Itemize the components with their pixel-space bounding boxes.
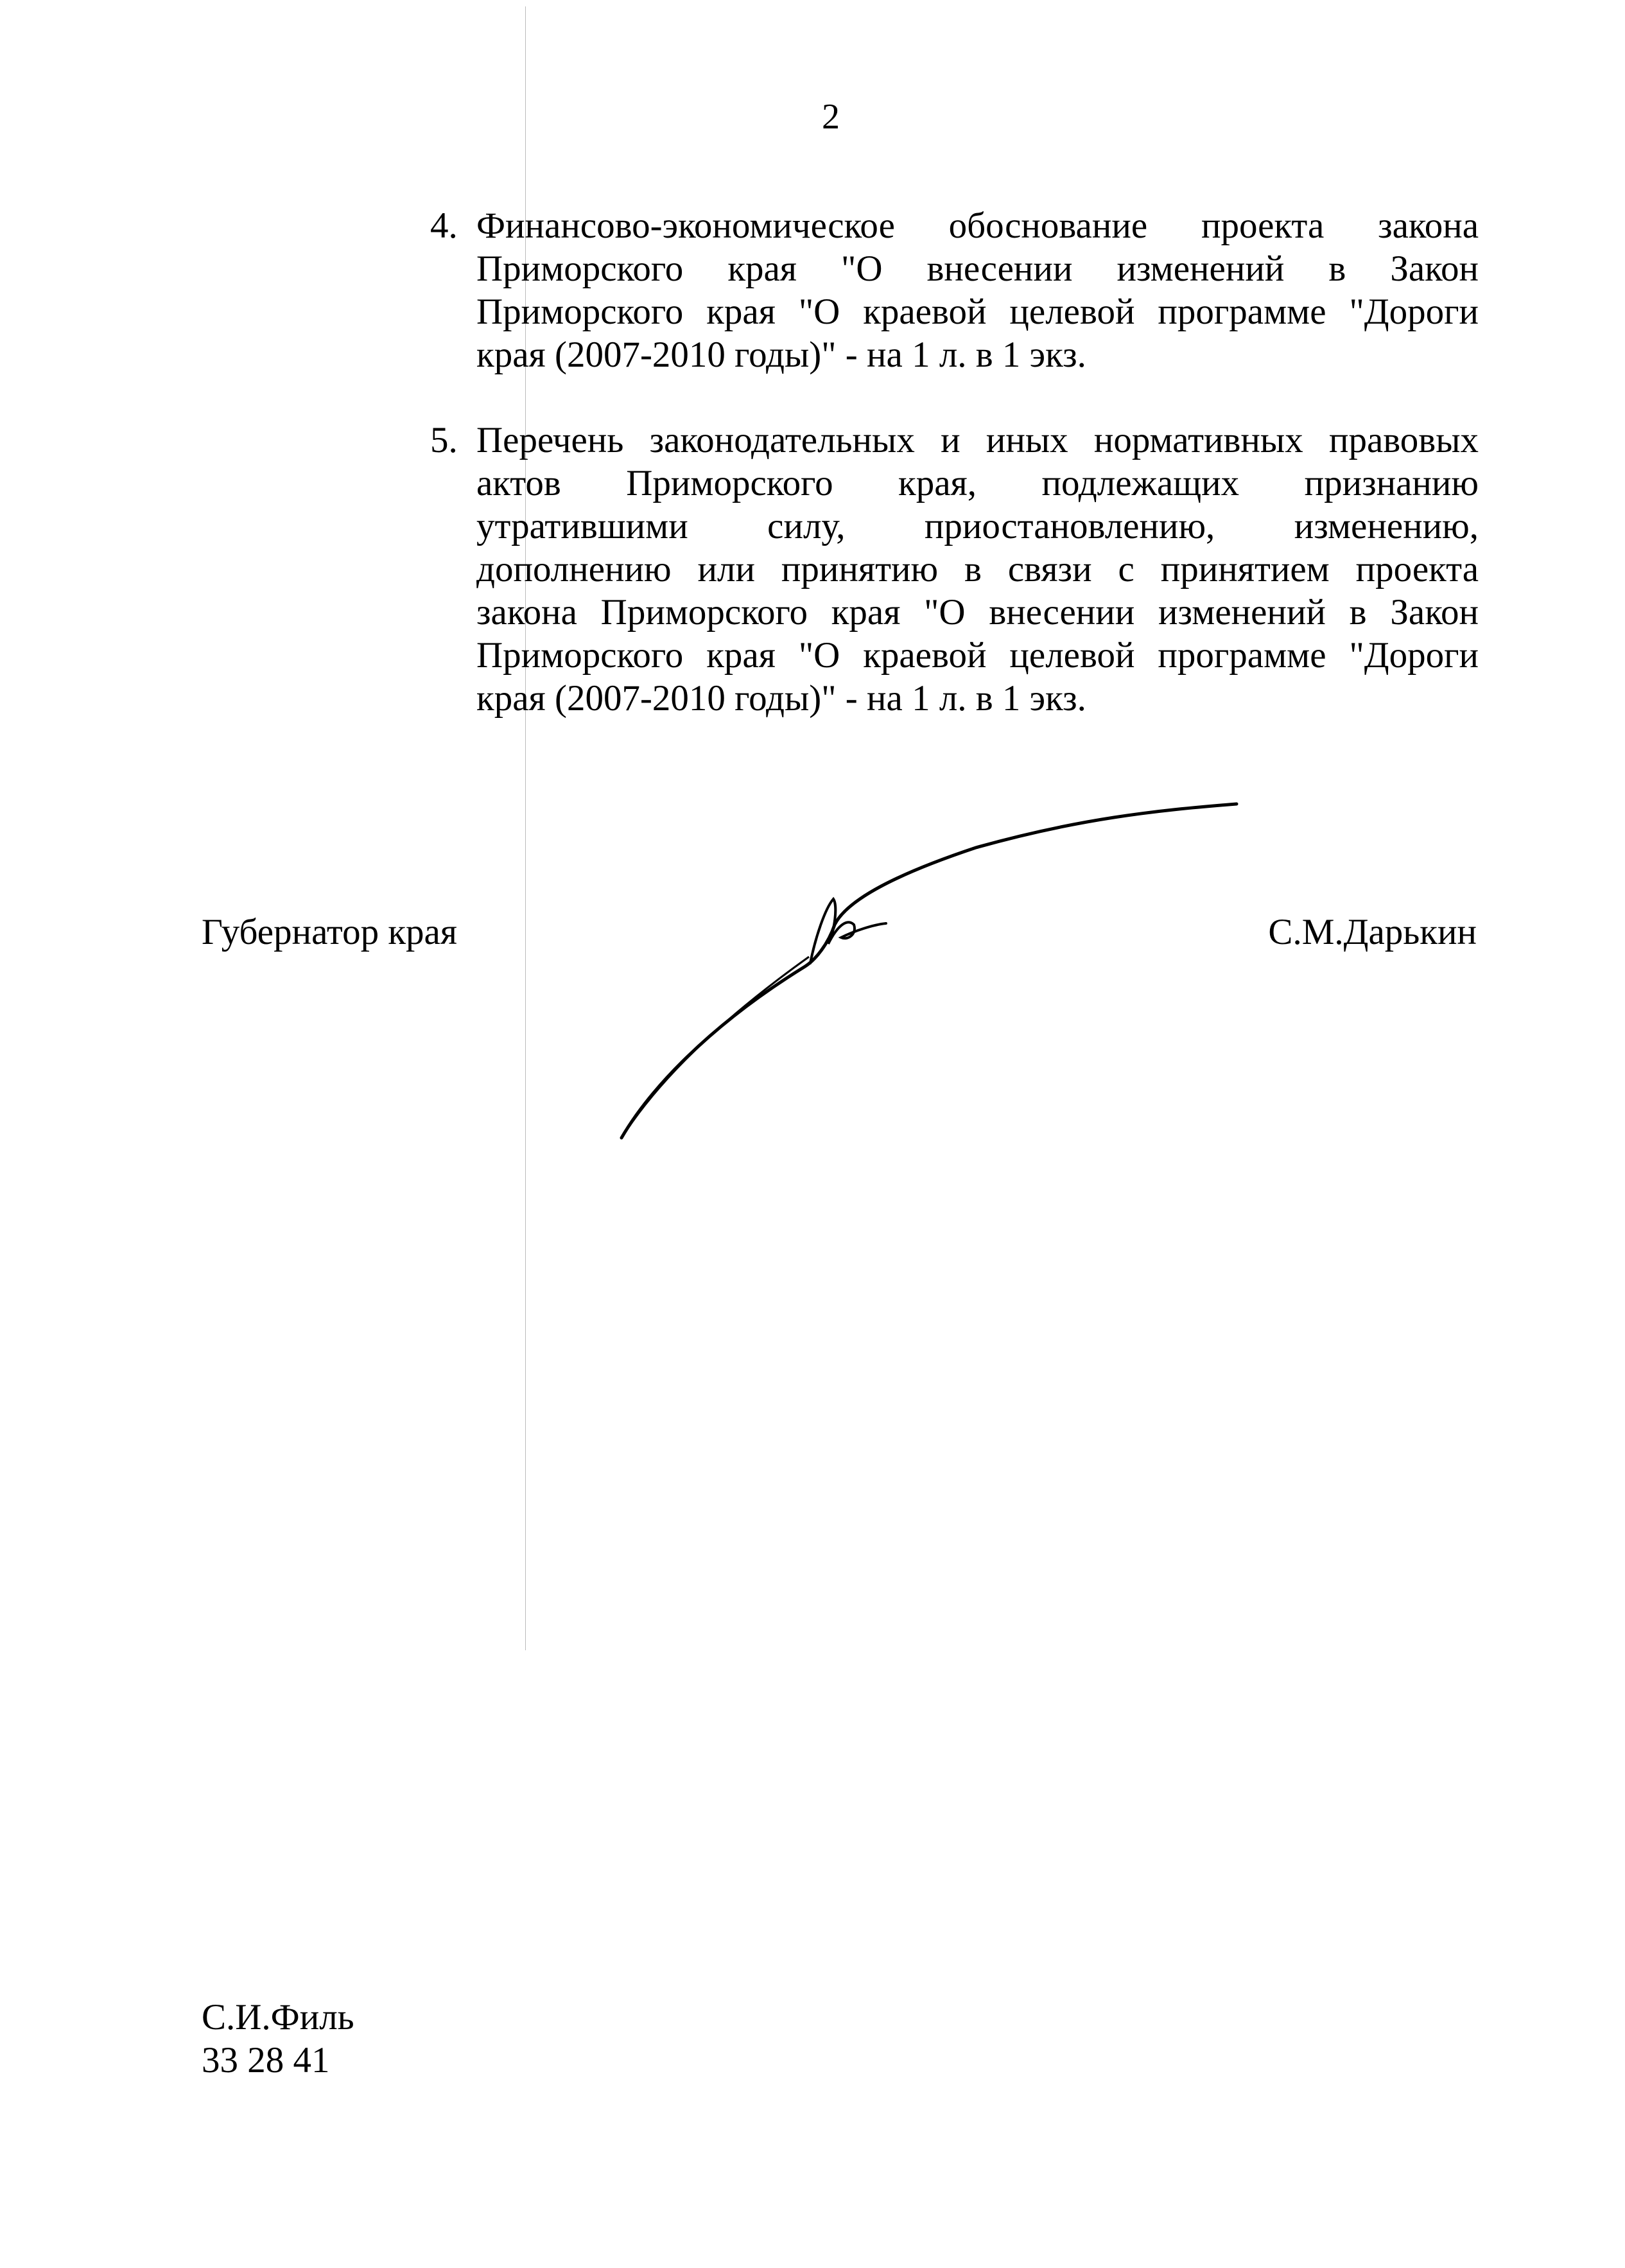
signatory-position: Губернатор края xyxy=(202,912,458,952)
contact-phone: 33 28 41 xyxy=(202,2040,330,2080)
item-line: Финансово-экономическое обоснование проекта закона xyxy=(476,205,1479,246)
item-line: Приморского края "О краевой целевой программе "Дороги xyxy=(476,292,1479,332)
signatory-name: С.М.Дарькин xyxy=(1268,912,1477,952)
item-line: края (2007-2010 годы)" - на 1 л. в 1 экз. xyxy=(476,678,1086,719)
item-number: 5. xyxy=(430,420,458,460)
item-line: утратившими силу, приостановлению, изменению, xyxy=(476,506,1479,546)
page-number: 2 xyxy=(822,97,840,137)
item-line: края (2007-2010 годы)" - на 1 л. в 1 экз. xyxy=(476,335,1086,375)
item-line: актов Приморского края, подлежащих признанию xyxy=(476,463,1479,503)
item-line: Приморского края "О краевой целевой программе "Дороги xyxy=(476,635,1479,676)
item-line: дополнению или принятию в связи с принятием проекта xyxy=(476,549,1479,589)
item-line: Приморского края "О внесении изменений в Закон xyxy=(476,249,1479,289)
contact-name: С.И.Филь xyxy=(202,1997,354,2037)
item-number: 4. xyxy=(430,205,458,246)
item-line: закона Приморского края "О внесении изменений в Закон xyxy=(476,592,1479,632)
item-line: Перечень законодательных и иных нормативных правовых xyxy=(476,420,1479,460)
